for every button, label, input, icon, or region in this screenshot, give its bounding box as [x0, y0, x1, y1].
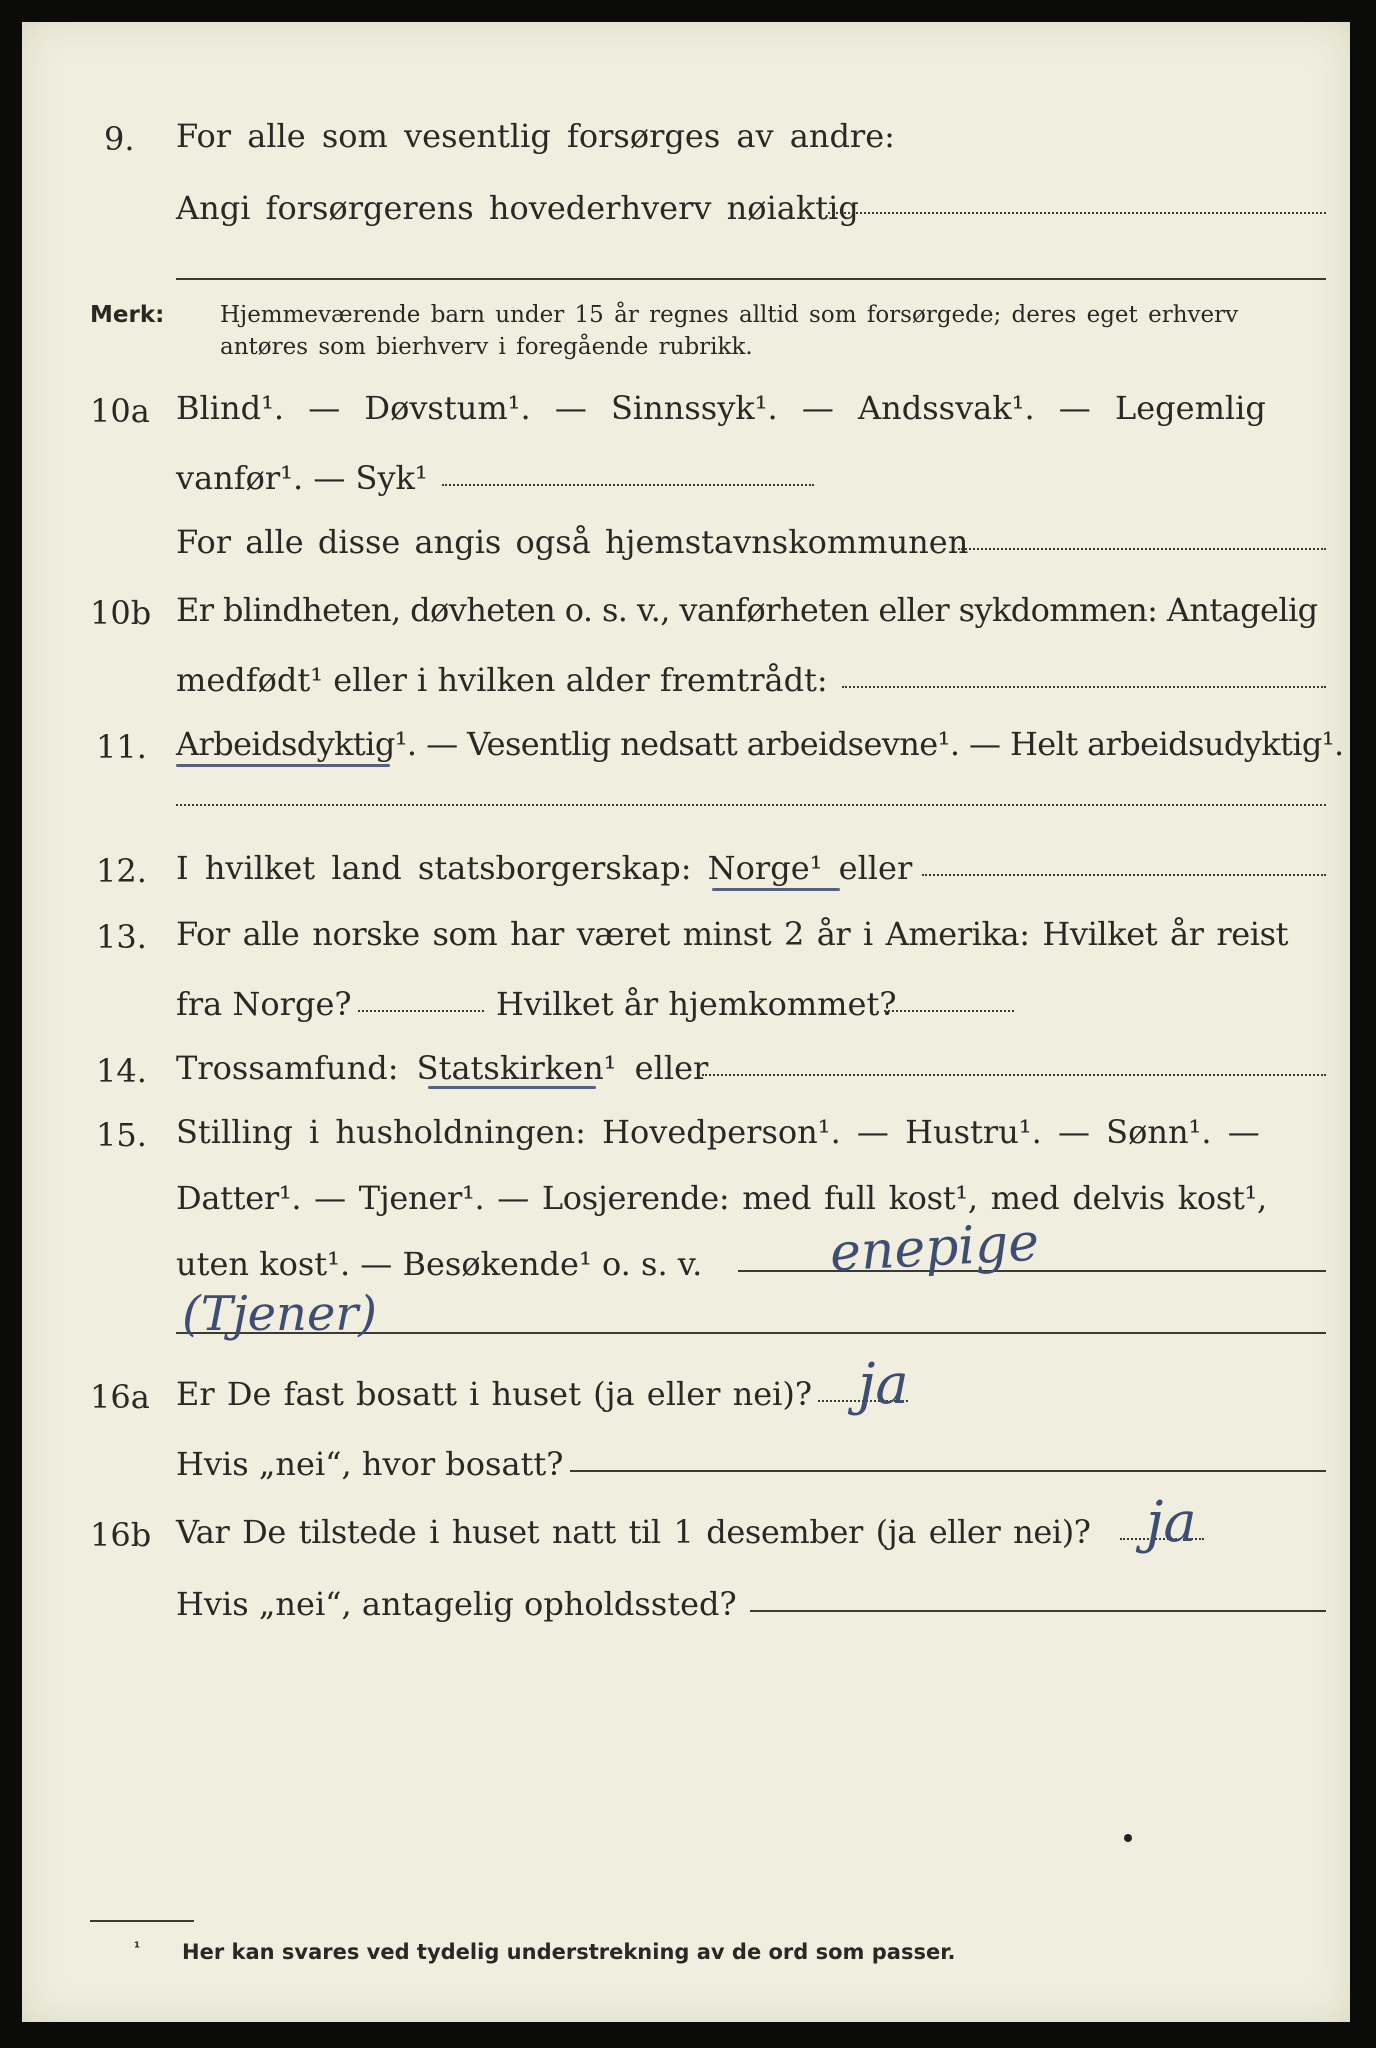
q13-line2b: Hvilket år hjemkommet? [496, 985, 897, 1023]
q16b-number: 16b [90, 1516, 152, 1554]
q13-hjemkommet-answer-line[interactable] [884, 1010, 1014, 1012]
footnote-rule [90, 1920, 194, 1922]
q10b-line1: Er blindheten, døvheten o. s. v., vanførheten eller sykdommen: Antagelig [176, 591, 1318, 629]
q9-answer-line[interactable] [828, 212, 1326, 214]
q15-line2: Datter¹. — Tjener¹. — Losjerende: med full kost¹, med delvis kost¹, [176, 1179, 1267, 1217]
q16a-line2: Hvis „nei“, hvor bosatt? [176, 1445, 564, 1483]
footnote-marker: ¹ [134, 1940, 141, 1956]
q13-line1: For alle norske som har været minst 2 år i Amerika: Hvilket år reist [176, 915, 1289, 953]
q10a-line1: Blind¹. — Døvstum¹. — Sinnssyk¹. — Andssvak¹. — Legemlig [176, 389, 1266, 427]
census-form-page [22, 22, 1350, 2022]
q16a-number: 16a [90, 1378, 150, 1416]
q16b-line1: Var De tilstede i huset natt til 1 desember (ja eller nei)? [176, 1513, 1091, 1551]
q16a-handwritten-ja: ja [858, 1352, 909, 1417]
q15-line1: Stilling i husholdningen: Hovedperson¹. — Hustru¹. — Sønn¹. — [176, 1113, 1260, 1151]
q16b-opholdssted-answer-line[interactable] [750, 1610, 1326, 1612]
q9-line1: For alle som vesentlig forsørges av andre: [176, 117, 895, 155]
q9-line2: Angi forsørgerens hovederhverv nøiaktig [176, 189, 859, 227]
q15-line3: uten kost¹. — Besøkende¹ o. s. v. [176, 1245, 703, 1283]
merk-label: Merk: [90, 302, 165, 328]
q10a-hjemstavn-answer-line[interactable] [958, 548, 1326, 550]
q16b-handwritten-ja: ja [1146, 1490, 1197, 1555]
q14-answer-line[interactable] [702, 1074, 1326, 1076]
ink-speck [1124, 1834, 1132, 1842]
q13-number: 13. [96, 918, 147, 956]
q10b-number: 10b [90, 594, 152, 632]
q10b-line2: medfødt¹ eller i hvilken alder fremtrådt: [176, 661, 828, 699]
q12-answer-line[interactable] [922, 874, 1326, 876]
q9-extra-line[interactable] [176, 278, 1326, 280]
q11-answer-line[interactable] [176, 804, 1326, 806]
q10a-syk-answer-line[interactable] [442, 484, 814, 486]
q16a-line1: Er De fast bosatt i huset (ja eller nei)? [176, 1375, 813, 1413]
merk-line2: antøres som bierhverv i foregående rubrikk. [220, 334, 753, 360]
q10a-line2: vanfør¹. — Syk¹ [176, 459, 428, 497]
q13-line2a: fra Norge? [176, 985, 352, 1023]
footnote-text: Her kan svares ved tydelig understrekning av de ord som passer. [182, 1940, 956, 1964]
q16b-line2: Hvis „nei“, antagelig opholdssted? [176, 1585, 737, 1623]
q16a-bosatt-answer-line[interactable] [570, 1470, 1326, 1472]
q15-number: 15. [96, 1116, 147, 1154]
q12-line1: I hvilket land statsborgerskap: Norge¹ eller [176, 849, 913, 887]
merk-line1: Hjemmeværende barn under 15 år regnes alltid som forsørgede; deres eget erhverv [220, 302, 1239, 328]
q10b-answer-line[interactable] [842, 686, 1326, 688]
q11-number: 11. [96, 728, 147, 766]
q11-line1: Arbeidsdyktig¹. — Vesentlig nedsatt arbeidsevne¹. — Helt arbeidsudyktig¹. [176, 725, 1344, 763]
q14-line1: Trossamfund: Statskirken¹ eller [176, 1049, 709, 1087]
q9-number: 9. [104, 120, 135, 158]
q12-number: 12. [96, 852, 147, 890]
q12-handwritten-underline [712, 888, 840, 891]
q15-handwritten-enepige: enepige [828, 1212, 1041, 1284]
q14-handwritten-underline [428, 1086, 596, 1089]
q14-number: 14. [96, 1052, 147, 1090]
q11-handwritten-underline [176, 764, 390, 767]
q15-handwritten-tjener: (Tjener) [182, 1286, 378, 1342]
q13-reist-answer-line[interactable] [358, 1010, 484, 1012]
q10a-line3: For alle disse angis også hjemstavnskommunen [176, 523, 969, 561]
q10a-number: 10a [90, 392, 150, 430]
